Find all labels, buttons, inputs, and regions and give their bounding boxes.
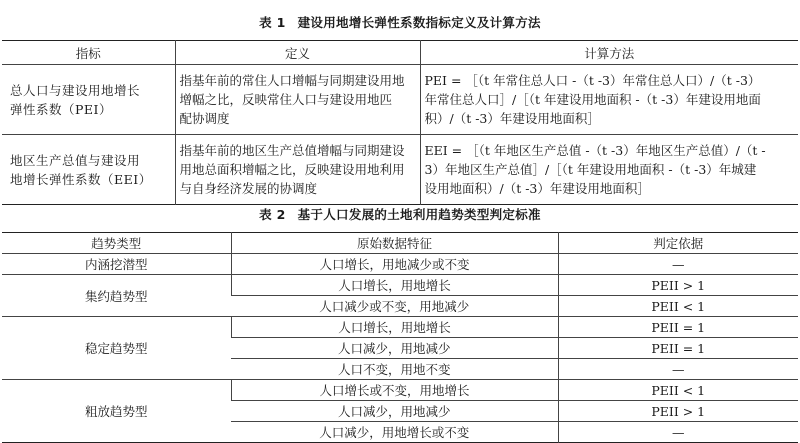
table1-number: 表 1 — [259, 15, 286, 30]
table-row — [2, 135, 798, 205]
criterion-cell: — — [558, 422, 798, 443]
criterion-cell: PEII < 1 — [558, 380, 798, 401]
criterion-cell: — — [558, 359, 798, 380]
feature-cell: 人口增长，用地减少或不变 — [231, 254, 558, 275]
definition-cell — [175, 135, 420, 205]
indicator-cell — [2, 135, 175, 205]
method-line: 积）/（t -3）年建设用地面积］ — [424, 111, 600, 126]
indicator-line: 地增长弹性系数（EEI） — [10, 171, 152, 187]
criterion-cell: PEII = 1 — [558, 317, 798, 338]
table-row — [2, 254, 798, 275]
method-cell — [420, 65, 798, 135]
table2-number: 表 2 — [259, 207, 286, 222]
table2-title: 基于人口发展的土地利用趋势类型判定标准 — [297, 207, 541, 222]
feature-cell: 人口增长，用地增长 — [231, 275, 558, 296]
method-line: PEI = ［（t 年常住总人口 -（t -3）年常住总人口）/（t -3） — [424, 73, 761, 88]
trend-type-cell: 内涵挖潜型 — [2, 254, 231, 275]
feature-cell: 人口增长或不变，用地增长 — [231, 380, 558, 401]
table2-header-row — [2, 233, 798, 254]
table-row — [2, 275, 798, 296]
definition-line: 配协调度 — [179, 111, 230, 126]
criterion-cell: PEII < 1 — [558, 296, 798, 317]
criterion-cell: PEII > 1 — [558, 401, 798, 422]
feature-cell: 人口减少，用地增长或不变 — [231, 422, 558, 443]
table-row — [2, 380, 798, 401]
table2-header-feature: 原始数据特征 — [231, 233, 558, 254]
table1-header-indicator: 指标 — [2, 41, 175, 65]
feature-cell: 人口减少，用地减少 — [231, 401, 558, 422]
definition-line: 指基年前的常住人口增幅与同期建设用地 — [179, 73, 405, 88]
method-line: 设用地面积）/（t -3）年建设用地面积］ — [424, 181, 650, 196]
definition-line: 增幅之比，反映常住人口与建设用地匹 — [179, 92, 393, 107]
table-row — [2, 65, 798, 135]
criterion-cell: PEII = 1 — [558, 338, 798, 359]
definition-line: 指基年前的地区生产总值增幅与同期建设 — [179, 143, 405, 158]
feature-cell: 人口减少或不变，用地减少 — [231, 296, 558, 317]
criterion-cell: — — [558, 254, 798, 275]
method-line: EEI = ［（t 年地区生产总值 -（t -3）年地区生产总值）/（t - — [424, 143, 766, 158]
table1-header-definition: 定义 — [175, 41, 420, 65]
definition-cell — [175, 65, 420, 135]
table2 — [2, 232, 798, 443]
feature-cell: 人口增长，用地增长 — [231, 317, 558, 338]
table1-header-method: 计算方法 — [420, 41, 798, 65]
table1 — [2, 40, 798, 205]
trend-type-cell: 粗放趋势型 — [2, 380, 231, 443]
table2-header-type: 趋势类型 — [2, 233, 231, 254]
method-line: 3）年地区生产总值］/［（t 年建设用地面积 -（t -3）年城建 — [424, 162, 757, 177]
definition-line: 与自身经济发展的协调度 — [179, 181, 318, 196]
table1-title: 建设用地增长弹性系数指标定义及计算方法 — [297, 15, 541, 30]
method-cell — [420, 135, 798, 205]
table1-caption — [0, 13, 800, 31]
indicator-line: 地区生产总值与建设用 — [10, 152, 141, 168]
indicator-line: 弹性系数（PEI） — [10, 101, 112, 117]
table2-caption — [0, 205, 800, 223]
feature-cell: 人口减少，用地减少 — [231, 338, 558, 359]
feature-cell: 人口不变，用地不变 — [231, 359, 558, 380]
method-line: 年常住总人口］/［（t 年建设用地面积 -（t -3）年建设用地面 — [424, 92, 761, 107]
definition-line: 用地总面积增幅之比，反映建设用地利用 — [179, 162, 405, 177]
indicator-line: 总人口与建设用地增长 — [10, 82, 141, 98]
criterion-cell: PEII > 1 — [558, 275, 798, 296]
trend-type-cell: 稳定趋势型 — [2, 317, 231, 380]
table-row — [2, 317, 798, 338]
indicator-cell — [2, 65, 175, 135]
trend-type-cell: 集约趋势型 — [2, 275, 231, 317]
table2-header-criterion: 判定依据 — [558, 233, 798, 254]
table1-header-row — [2, 41, 798, 65]
